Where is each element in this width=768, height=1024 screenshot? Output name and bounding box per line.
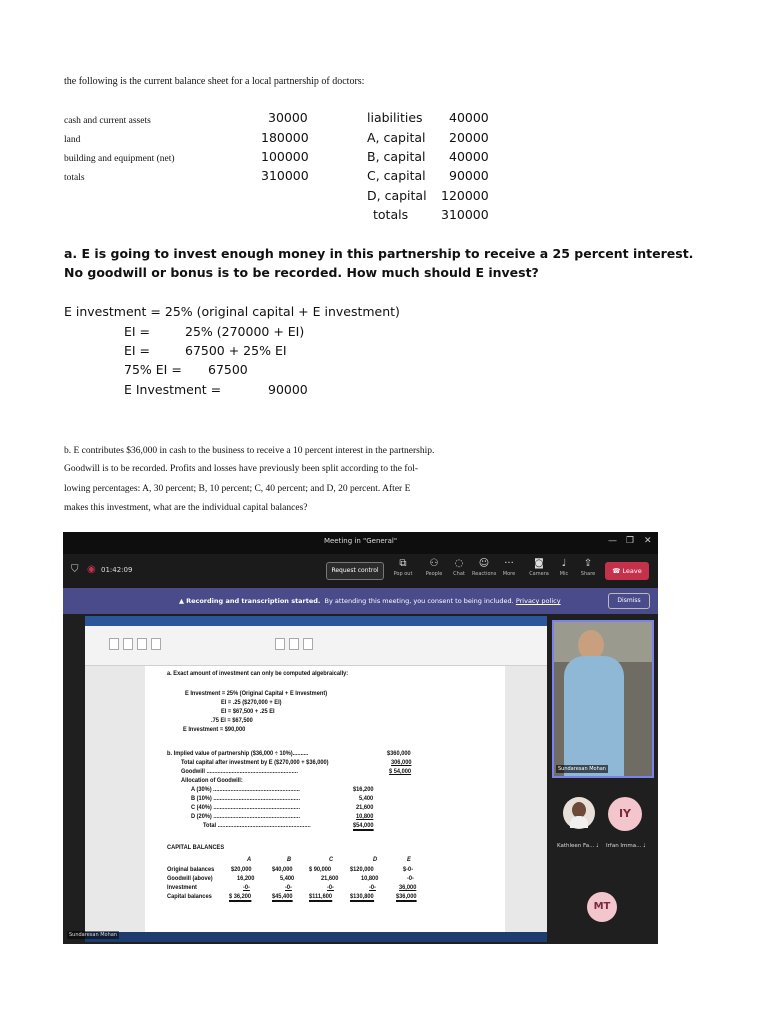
participant-photo-avatar (563, 797, 595, 829)
solution-a-line5: E Investment = $90,000 (183, 726, 246, 733)
participant-avatar-iy (608, 797, 642, 831)
window-titlebar (63, 532, 658, 554)
request-control-button[interactable]: Request control (326, 562, 384, 580)
question-b-line4: makes this investment, what are the individual capital balances? (64, 503, 308, 513)
cap-cell: -0- (369, 884, 376, 891)
paste-icon (109, 638, 119, 650)
cap-cell: $45,400 (272, 893, 293, 900)
solution-b-line3: Goodwill .......................................................... (181, 768, 298, 775)
camera-button[interactable] (527, 558, 551, 577)
more-button[interactable] (497, 558, 521, 577)
participant-name-text: Irfan Imma... (606, 843, 642, 849)
cap-cell: $120,000 (350, 866, 374, 873)
leave-label: Leave (622, 567, 642, 575)
bs-label-cash: cash and current assets (64, 116, 151, 126)
pop-out-button[interactable] (391, 558, 415, 577)
solution-a-line3: EI = $67,500 + .25 EI (221, 708, 275, 715)
minimize-icon[interactable]: — (608, 536, 617, 546)
ribbon-tool-icon (289, 638, 299, 650)
participant-name-text: Kathleen Fa... (557, 843, 595, 849)
warning-icon: ▲ (179, 597, 187, 605)
pop-out-label: Pop out (393, 571, 413, 577)
bs-value-d-capital: 120000 (441, 188, 489, 203)
alloc-row-d: D (20%) ....................................................... (191, 813, 301, 820)
alloc-row-c: C (40%) ....................................................... (191, 804, 301, 811)
mic-muted-icon: ♩ (596, 843, 599, 849)
teams-meeting-screenshot (63, 532, 658, 944)
solution-a-line4: .75 EI = $67,500 (211, 717, 253, 724)
window-title: Meeting in "General" (323, 537, 398, 545)
participant-video-tile[interactable] (552, 620, 654, 778)
meeting-toolbar (63, 554, 658, 588)
cap-header-b: B (287, 856, 292, 863)
cap-cell: -0- (243, 884, 250, 891)
ribbon-tool-icon (137, 638, 147, 650)
question-a-line1: a. E is going to invest enough money in this partnership to receive a 25 percent interest. (64, 246, 694, 261)
solution-b-line1: b. Implied value of partnership ($36,000 ÷ 10%).......... (167, 750, 309, 757)
cap-cell: -0- (327, 884, 334, 891)
solution-b-line1-value: $360,000 (387, 750, 411, 757)
intro-text: the following is the current balance sheet for a local partnership of doctors: (64, 76, 365, 87)
recording-banner (63, 588, 658, 614)
cap-header-e: E (407, 856, 411, 863)
participant-name (557, 843, 599, 849)
bs-label-a-capital: A, capital (367, 130, 426, 145)
calc-row3-label: 75% EI = (124, 362, 182, 377)
bs-label-totals: totals (64, 173, 85, 183)
alloc-value-b: 5,400 (359, 795, 374, 802)
video-participant-name: Sundaresan Mohan (558, 766, 606, 772)
alloc-value-total: $54,000 (353, 822, 374, 829)
cap-cell: 21,600 (321, 875, 339, 882)
reactions-icon: ☺ (478, 558, 490, 569)
bs-label-b-capital: B, capital (367, 149, 426, 164)
cap-cell: -0- (285, 884, 292, 891)
bs-value-right-totals: 310000 (441, 207, 489, 222)
more-label: More (502, 571, 516, 577)
calc-row4-label: E Investment = (124, 382, 222, 397)
cap-cell: $40,000 (272, 866, 293, 873)
solution-b-line2-value: 306,000 (391, 759, 412, 766)
ribbon-tool-icon (275, 638, 285, 650)
bs-value-totals: 310000 (261, 168, 309, 183)
bs-value-building: 100000 (261, 149, 309, 164)
people-icon: ⚇ (429, 558, 439, 569)
meeting-timer: 01:42:09 (101, 566, 133, 574)
question-b-line1: b. E contributes $36,000 in cash to the business to receive a 10 percent interest in the partnership. (64, 446, 435, 456)
alloc-row-b: B (10%) ....................................................... (191, 795, 301, 802)
presenter-name: Sundaresan Mohan (69, 932, 117, 938)
calc-row1-label: EI = (124, 324, 151, 339)
taskbar (85, 932, 547, 942)
avatar-initials: MT (593, 901, 611, 912)
cap-row-label: Goodwill (above) (167, 875, 213, 882)
calc-line1: E investment = 25% (original capital + E investment) (64, 304, 400, 319)
mic-button[interactable] (552, 558, 576, 577)
cap-cell: $36,000 (396, 893, 417, 900)
leave-button[interactable] (605, 562, 649, 580)
calc-row2-label: EI = (124, 343, 151, 358)
camera-label: Camera (529, 571, 549, 577)
person-body (564, 656, 624, 776)
reactions-button[interactable] (472, 558, 496, 577)
chat-button[interactable] (447, 558, 471, 577)
bs-label-liabilities: liabilities (367, 110, 423, 125)
mic-muted-icon: ♩ (643, 843, 646, 849)
ribbon-tool-icon (123, 638, 133, 650)
cap-cell: $ 36,200 (229, 893, 252, 900)
cap-cell: $20,000 (231, 866, 252, 873)
bs-label-land: land (64, 135, 81, 145)
mic-label: Mic (559, 571, 569, 577)
capital-balances-title: CAPITAL BALANCES (167, 844, 225, 851)
question-b-line3: lowing percentages: A, 30 percent; B, 10 percent; C, 40 percent; and D, 20 percent. After E (64, 484, 411, 494)
solution-b-line3-value: $ 54,000 (389, 768, 412, 775)
chat-icon: ◌ (454, 558, 464, 569)
cap-row-label: Capital balances (167, 893, 212, 900)
bs-value-land: 180000 (261, 130, 309, 145)
cap-header-d: D (373, 856, 378, 863)
shield-icon: ⛉ (71, 564, 79, 575)
solution-a-title: a. Exact amount of investment can only be computed algebraically: (167, 670, 349, 677)
mic-off-icon: ♩ (561, 558, 567, 569)
pop-out-icon: ⧉ (399, 558, 407, 569)
banner-bold-text: Recording and transcription started. (186, 597, 321, 605)
people-button[interactable] (422, 558, 446, 577)
bs-label-c-capital: C, capital (367, 168, 426, 183)
close-icon[interactable]: ✕ (644, 536, 652, 546)
bs-label-building: building and equipment (net) (64, 154, 175, 164)
reactions-label: Reactions (472, 571, 497, 577)
solution-b-line2: Total capital after investment by E ($270,000 + $36,000) (181, 759, 329, 766)
question-b-line2: Goodwill is to be recorded. Profits and losses have previously been split according to the fol- (64, 464, 419, 474)
alloc-row-total: Total ........................................................... (203, 822, 311, 829)
maximize-icon[interactable]: ❐ (626, 536, 635, 546)
bs-label-right-totals: totals (373, 207, 409, 222)
avatar-initials: IY (618, 807, 632, 820)
alloc-row-a: A (30%) ....................................................... (191, 786, 300, 793)
bs-value-cash: 30000 (268, 110, 308, 125)
solution-a-line1: E Investment = 25% (Original Capital + E Investment) (185, 690, 328, 697)
calc-row1-value: 25% (270000 + EI) (185, 324, 305, 339)
ribbon-tool-icon (303, 638, 313, 650)
banner-text: By attending this meeting, you consent to being included. (324, 597, 514, 605)
camera-off-icon: ◙ (534, 558, 544, 569)
calc-row3-value: 67500 (208, 362, 248, 377)
banner-message (179, 597, 561, 605)
calc-row2-value: 67500 + 25% EI (185, 343, 287, 358)
alloc-value-d: 10,800 (356, 813, 374, 820)
cap-row-label: Original balances (167, 866, 215, 873)
bs-label-d-capital: D, capital (367, 188, 427, 203)
shared-screen (85, 616, 547, 942)
cap-cell: 36,000 (399, 884, 417, 891)
participant-name (606, 843, 646, 849)
cap-cell: $130,800 (350, 893, 374, 900)
alloc-value-c: 21,600 (356, 804, 374, 811)
cap-header-a: A (247, 856, 252, 863)
more-icon: ··· (504, 558, 514, 569)
alloc-value-a: $16,200 (353, 786, 374, 793)
cap-cell: 16,200 (237, 875, 255, 882)
share-icon: ⇪ (583, 558, 593, 569)
avatar-shoulders (570, 816, 588, 828)
bs-value-liabilities: 40000 (449, 110, 489, 125)
question-a-line2: No goodwill or bonus is to be recorded. How much should E invest? (64, 265, 539, 280)
chat-label: Chat (453, 571, 465, 577)
phone-icon: ☎ (612, 567, 623, 575)
cap-cell: $111,600 (309, 893, 333, 900)
cap-cell: 5,400 (280, 875, 295, 882)
cap-cell: $ 90,000 (309, 866, 332, 873)
cap-cell: $-0- (403, 866, 414, 873)
privacy-policy-link[interactable]: Privacy policy (515, 597, 561, 605)
word-titlebar (85, 616, 547, 626)
people-label: People (425, 571, 443, 577)
recording-icon: ◉ (87, 564, 96, 575)
cap-cell: -0- (407, 875, 414, 882)
bs-value-a-capital: 20000 (449, 130, 489, 145)
allocation-title: Allocation of Goodwill: (181, 777, 243, 784)
bs-value-c-capital: 90000 (449, 168, 489, 183)
cap-row-label: Investment (167, 884, 197, 891)
solution-a-line2: EI = .25 ($270,000 + EI) (221, 699, 282, 706)
share-label: Share (580, 571, 596, 577)
cap-cell: 10,800 (361, 875, 379, 882)
calc-row4-value: 90000 (268, 382, 308, 397)
participant-avatar-mt (587, 892, 617, 922)
cap-header-c: C (329, 856, 334, 863)
dismiss-button[interactable]: Dismiss (608, 593, 650, 609)
share-button[interactable] (576, 558, 600, 577)
ribbon-tool-icon (151, 638, 161, 650)
document-page (145, 666, 505, 932)
bs-value-b-capital: 40000 (449, 149, 489, 164)
document-area (85, 666, 547, 932)
word-ribbon (85, 626, 547, 666)
